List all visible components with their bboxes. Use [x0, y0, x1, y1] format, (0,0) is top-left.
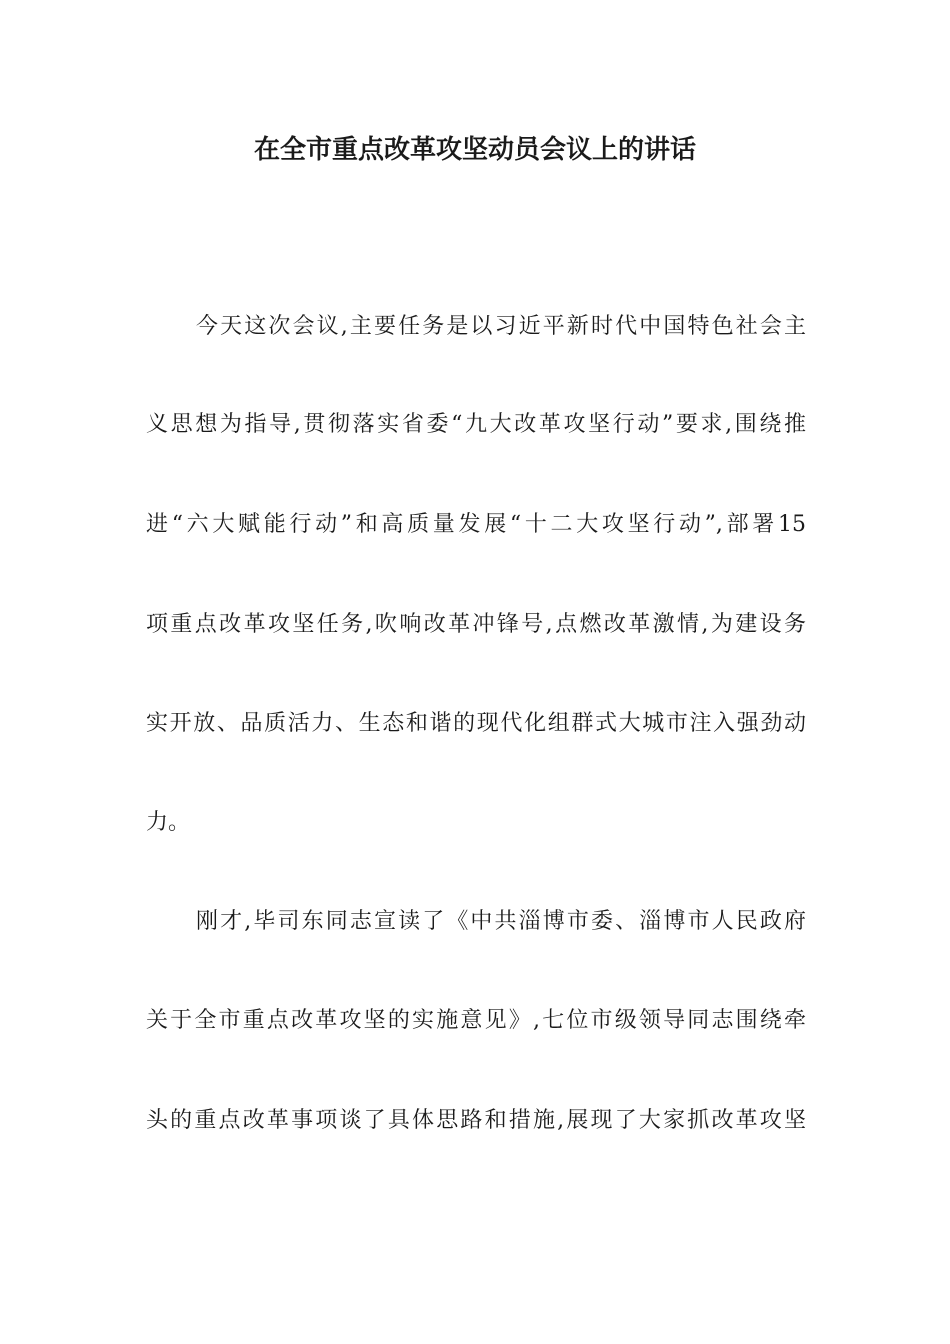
paragraph-1-line-5: 实开放、品质活力、生态和谐的现代化组群式大城市注入强劲动 — [146, 711, 806, 736]
paragraph-2-line-1: 刚才,毕司东同志宣读了《中共淄博市委、淄博市人民政府 — [196, 909, 806, 934]
paragraph-1-line-2: 义思想为指导,贯彻落实省委“九大改革攻坚行动”要求,围绕推 — [146, 412, 806, 437]
paragraph-1-line-3: 进“六大赋能行动”和高质量发展“十二大攻坚行动”,部署15 — [146, 512, 806, 537]
paragraph-1-line-4: 项重点改革攻坚任务,吹响改革冲锋号,点燃改革激情,为建设务 — [146, 612, 806, 637]
paragraph-1-line-1: 今天这次会议,主要任务是以习近平新时代中国特色社会主 — [196, 314, 806, 339]
document-title: 在全市重点改革攻坚动员会议上的讲话 — [253, 135, 696, 165]
paragraph-2-line-3: 头的重点改革事项谈了具体思路和措施,展现了大家抓改革攻坚 — [146, 1108, 806, 1133]
paragraph-2-line-2: 关于全市重点改革攻坚的实施意见》,七位市级领导同志围绕牵 — [146, 1008, 806, 1033]
paragraph-1-line-6: 力。 — [146, 810, 191, 835]
